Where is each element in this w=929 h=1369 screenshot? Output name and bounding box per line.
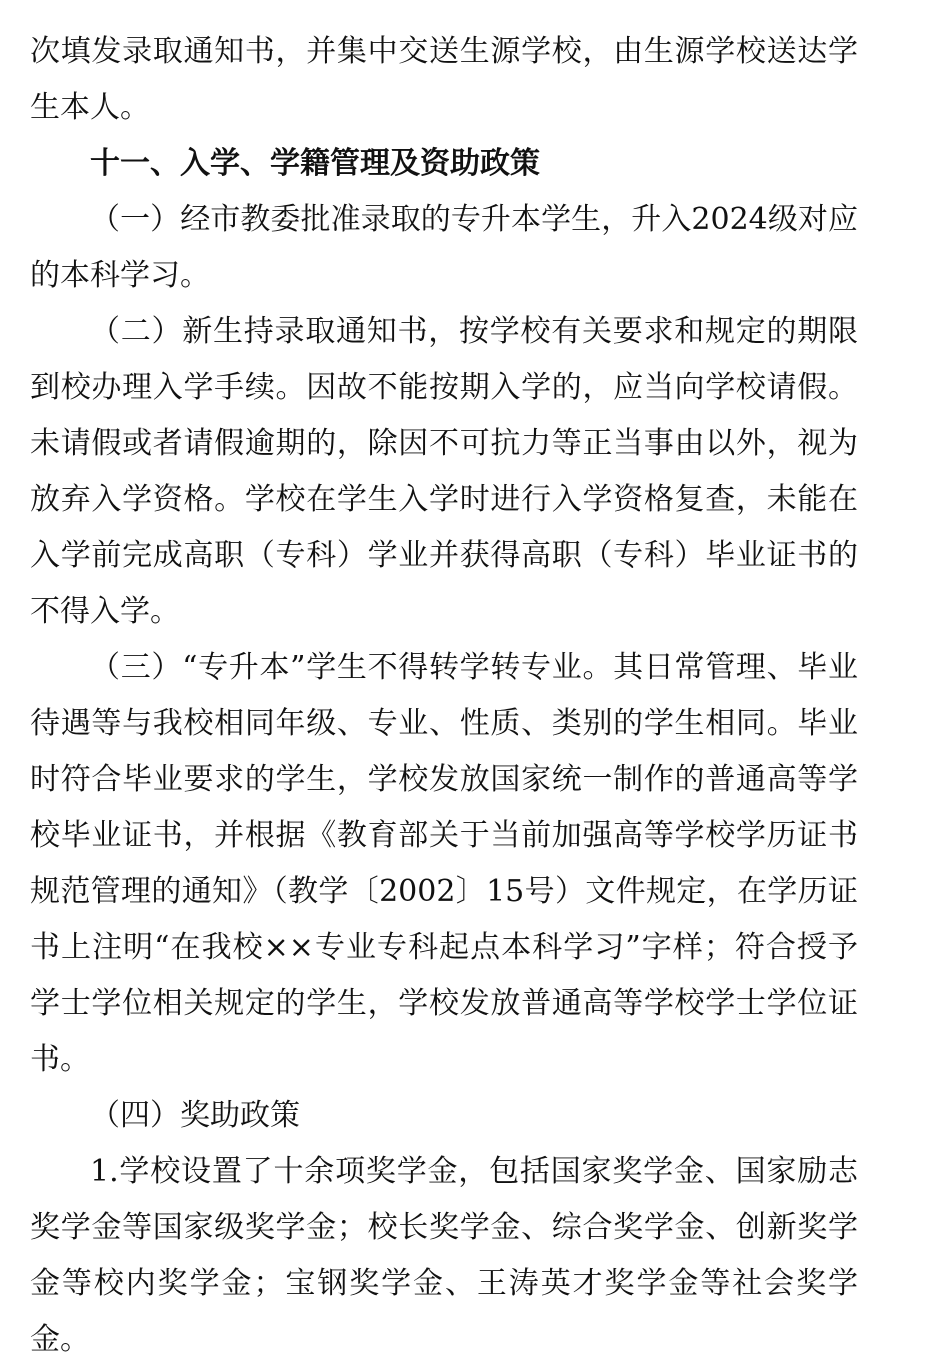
paragraph-item-3: （三）“专升本”学生不得转学转专业。其日常管理、毕业待遇等与我校相同年级、专业、性质、类别的学生相同。毕业时符合毕业要求的学生，学校发放国家统一制作的普通高等学校毕业证书，并根据《教育部关于当前加强高等学校学历证书规范管理的通知》（教学〔2002〕15号）文件规定，在学历证书上注明“在我校××专业专科起点本科学习”字样；符合授予学士学位相关规定的学生，学校发放普通高等学校学士学位证书。 [30,650,858,1077]
paragraph-item-4-heading: （四）奖助政策 [90,1098,300,1133]
paragraph-continuation: 次填发录取通知书，并集中交送生源学校，由生源学校送达学生本人。 [30,34,858,125]
paragraph-item-1: （一）经市教委批准录取的专升本学生，升入2024级对应的本科学习。 [30,202,858,293]
paragraph-scholarship-1: 1.学校设置了十余项奖学金，包括国家奖学金、国家励志奖学金等国家级奖学金；校长奖学金、综合奖学金、创新奖学金等校内奖学金；宝钢奖学金、王涛英才奖学金等社会奖学金。 [30,1154,858,1357]
paragraph-item-2: （二）新生持录取通知书，按学校有关要求和规定的期限到校办理入学手续。因故不能按期入学的，应当向学校请假。未请假或者请假逾期的，除因不可抗力等正当事由以外，视为放弃入学资格。学校在学生入学时进行入学资格复查，未能在入学前完成高职（专科）学业并获得高职（专科）毕业证书的不得入学。 [30,314,858,629]
document-page [30,24,858,1368]
section-heading: 十一、入学、学籍管理及资助政策 [90,146,540,181]
